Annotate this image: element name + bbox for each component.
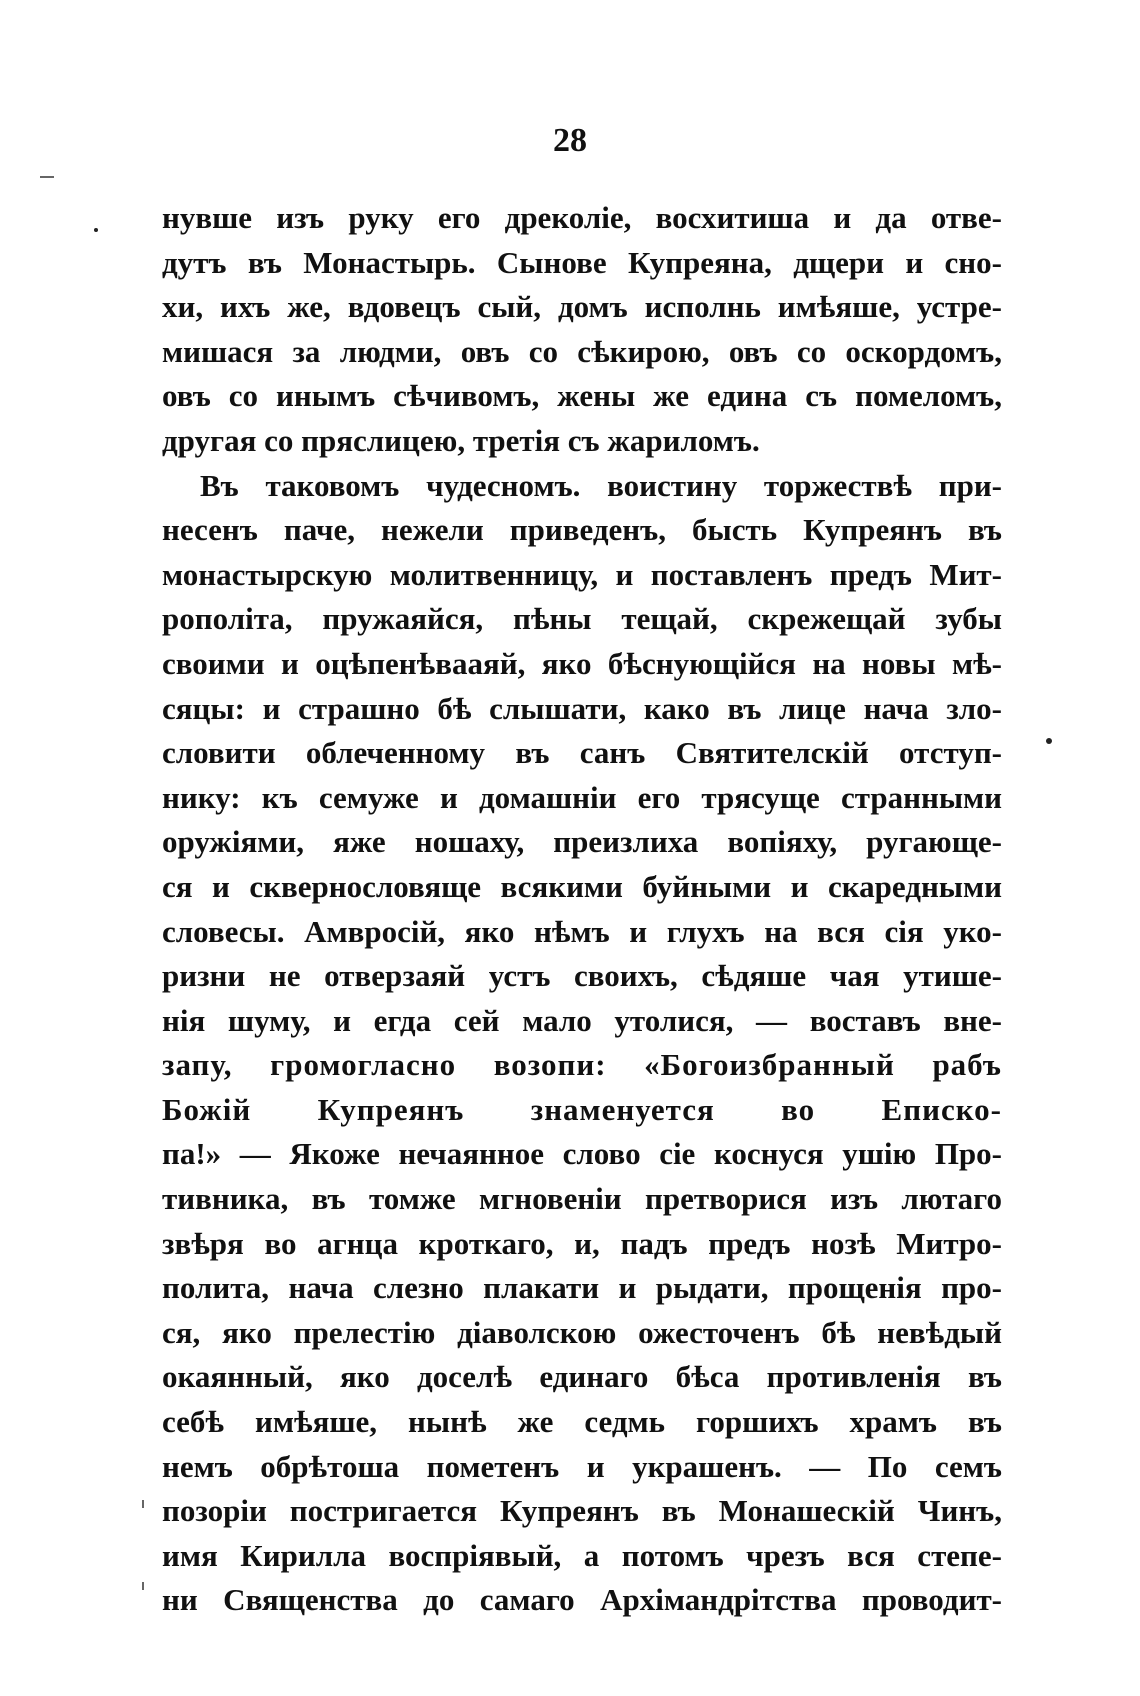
text-line: ризни не отверзаяй устъ своихъ, сѣдяше чая утише- [162, 958, 1002, 994]
text-line: нія шуму, и егда сей мало утолися, — воставъ вне- [162, 1002, 1002, 1038]
scan-mark [142, 1582, 144, 1590]
text-line: имя Кирилла воспріявый, а потомъ чрезъ вся степе- [162, 1537, 1002, 1573]
text-line: запу, громогласно возопи: «Богоизбранный рабъ [162, 1047, 1002, 1083]
text-line: па!» — Якоже нечаянное слово сіе коснуся ушію Про- [162, 1136, 1002, 1172]
text-line: словесы. Амвросій, яко нѣмъ и глухъ на вся сія уко- [162, 913, 1002, 949]
body-text [162, 196, 1002, 1623]
text-line: себѣ имѣяше, нынѣ же седмь горшихъ храмъ въ [162, 1404, 1002, 1440]
scan-speck [94, 228, 98, 232]
text-line: овъ со инымъ сѣчивомъ, жены же едина съ помеломъ, [162, 378, 1002, 414]
text-line: полита, нача слезно плакати и рыдати, прощенія про- [162, 1270, 1002, 1306]
text-line: звѣря во агнца кроткаго, и, падъ предъ нозѣ Митро- [162, 1225, 1002, 1261]
text-line: своими и оцѣпенѣвааяй, яко бѣснующійся на новы мѣ- [162, 645, 1002, 681]
scan-mark [40, 176, 54, 178]
text-line: сяцы: и страшно бѣ слышати, како въ лице нача зло- [162, 690, 1002, 726]
text-line: словити облеченному въ санъ Святителскій отступ- [162, 735, 1002, 771]
text-line: немъ обрѣтоша пометенъ и украшенъ. — По семъ [162, 1448, 1002, 1484]
scan-mark [142, 1500, 144, 1508]
text-line: несенъ паче, нежели приведенъ, бысть Купреянъ въ [162, 512, 1002, 548]
text-line: ся и сквернословяще всякими буйными и скаредными [162, 868, 1002, 904]
text-line: окаянный, яко доселѣ единаго бѣса противленія въ [162, 1359, 1002, 1395]
text-line: мишася за людми, овъ со сѣкирою, овъ со оскордомъ, [162, 333, 1002, 369]
text-line: другая со пряслицею, третія съ жариломъ. [162, 422, 760, 458]
text-line: нувше изъ руку его дреколіе, восхитиша и да отве- [162, 200, 1002, 235]
text-line: дутъ въ Монастырь. Сынове Купреяна, дщери и сно- [162, 244, 1002, 280]
text-line: ни Священства до самаго Архімандрітства проводит- [162, 1582, 1002, 1618]
text-line: Въ таковомъ чудесномъ. воистину торжествѣ при- [200, 467, 1002, 503]
text-line: позоріи постригается Купреянъ въ Монашескій Чинъ, [162, 1493, 1002, 1529]
text-line: монастырскую молитвенницу, и поставленъ предъ Мит- [162, 556, 1002, 592]
text-line: хи, ихъ же, вдовецъ сый, домъ исполнь имѣяше, устре- [162, 289, 1002, 325]
text-line: Божій Купреянъ знаменуется во Еписко- [162, 1091, 1002, 1127]
text-line: тивника, въ томже мгновеніи претворися изъ лютаго [162, 1181, 1002, 1217]
text-line: оружіями, яже ношаху, преизлиха вопіяху, ругающе- [162, 824, 1002, 860]
text-line: нику: къ семуже и домашніи его трясуще странными [162, 779, 1002, 815]
page-number: 28 [553, 122, 587, 159]
scan-speck [1046, 738, 1052, 744]
text-line: рополіта, пружаяйся, пѣны тещай, скрежещай зубы [162, 601, 1002, 637]
text-line: ся, яко прелестію діаволскою ожесточенъ бѣ невѣдый [162, 1314, 1002, 1350]
